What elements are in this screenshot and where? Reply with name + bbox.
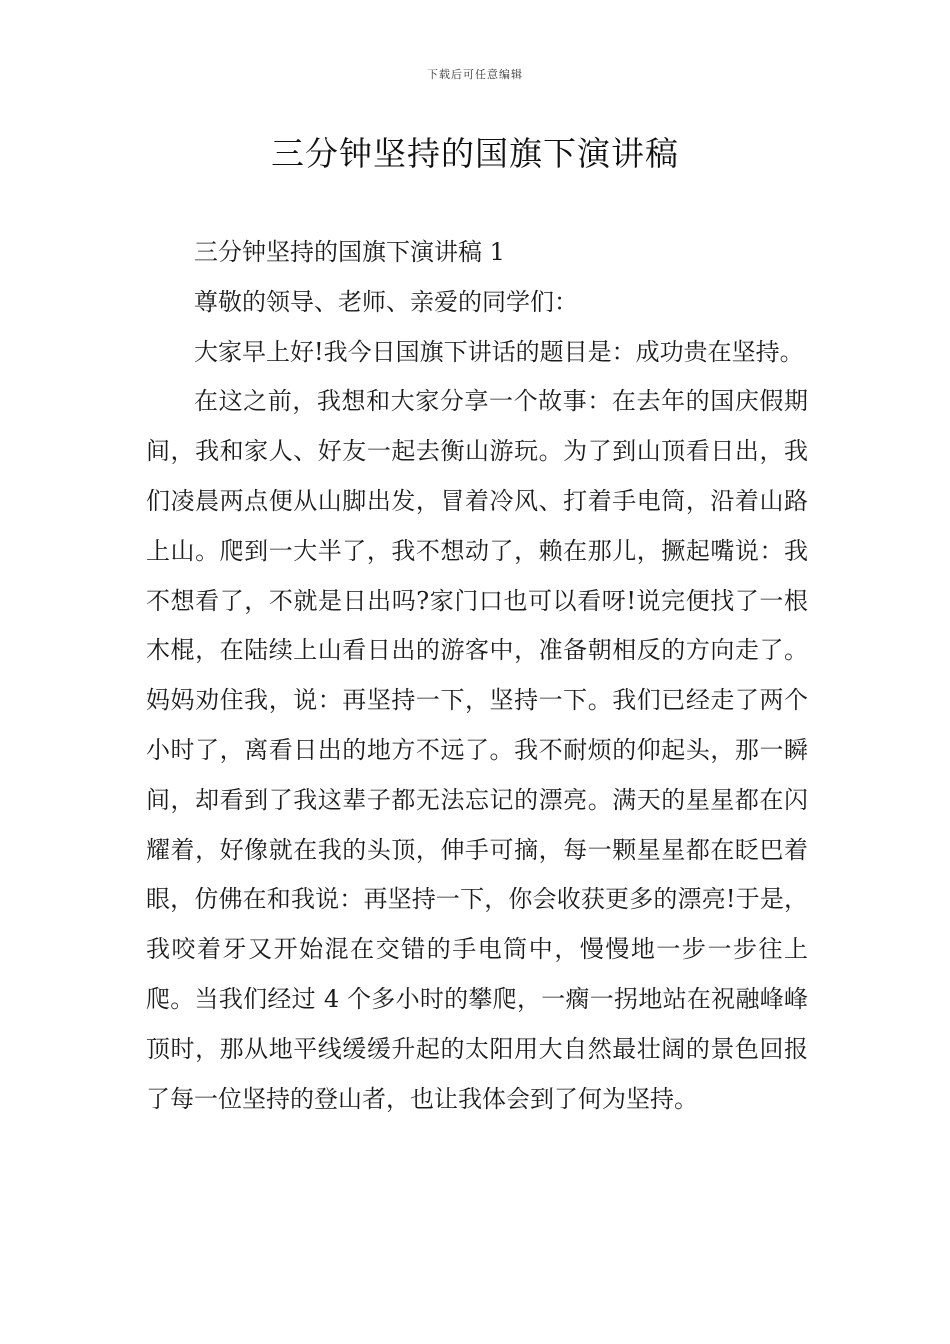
salutation-paragraph: 尊敬的领导、老师、亲爱的同学们： (194, 287, 578, 316)
greeting-paragraph: 大家早上好!我今日国旗下讲话的题目是：成功贵在坚持。 (194, 337, 804, 366)
document-title: 三分钟坚持的国旗下演讲稿 (271, 134, 679, 173)
document-body (146, 228, 808, 1124)
story-paragraph: 在这之前，我想和大家分享一个故事：在去年的国庆假期间，我和家人、好友一起去衡山游玩。为了到山顶看日出，我们凌晨两点便从山脚出发，冒着冷风、打着手电筒，沿着山路上山。爬到一大半了，我不想动了，赖在那儿，撅起嘴说：我不想看了，不就是日出吗?家门口也可以看呀!说完便找了一根木棍，在陆续上山看日出的游客中，准备朝相反的方向走了。妈妈劝住我，说：再坚持一下，坚持一下。我们已经走了两个小时了，离看日出的地方不远了。我不耐烦的仰起头，那一瞬间，却看到了我这辈子都无法忘记的漂亮。满天的星星都在闪耀着，好像就在我的头顶，伸手可摘，每一颗星星都在眨巴着眼，仿佛在和我说：再坚持一下，你会收获更多的漂亮!于是，我咬着牙又开始混在交错的手电筒中，慢慢地一步一步往上爬。当我们经过 4 个多小时的攀爬，一瘸一拐地站在祝融峰峰顶时，那从地平线缓缓升起的太阳用大自然最壮阔的景色回报了每一位坚持的登山者，也让我体会到了何为坚持。 (146, 387, 808, 1113)
header-note: 下载后可任意编辑 (427, 68, 523, 81)
section-heading: 三分钟坚持的国旗下演讲稿 1 (194, 238, 505, 266)
